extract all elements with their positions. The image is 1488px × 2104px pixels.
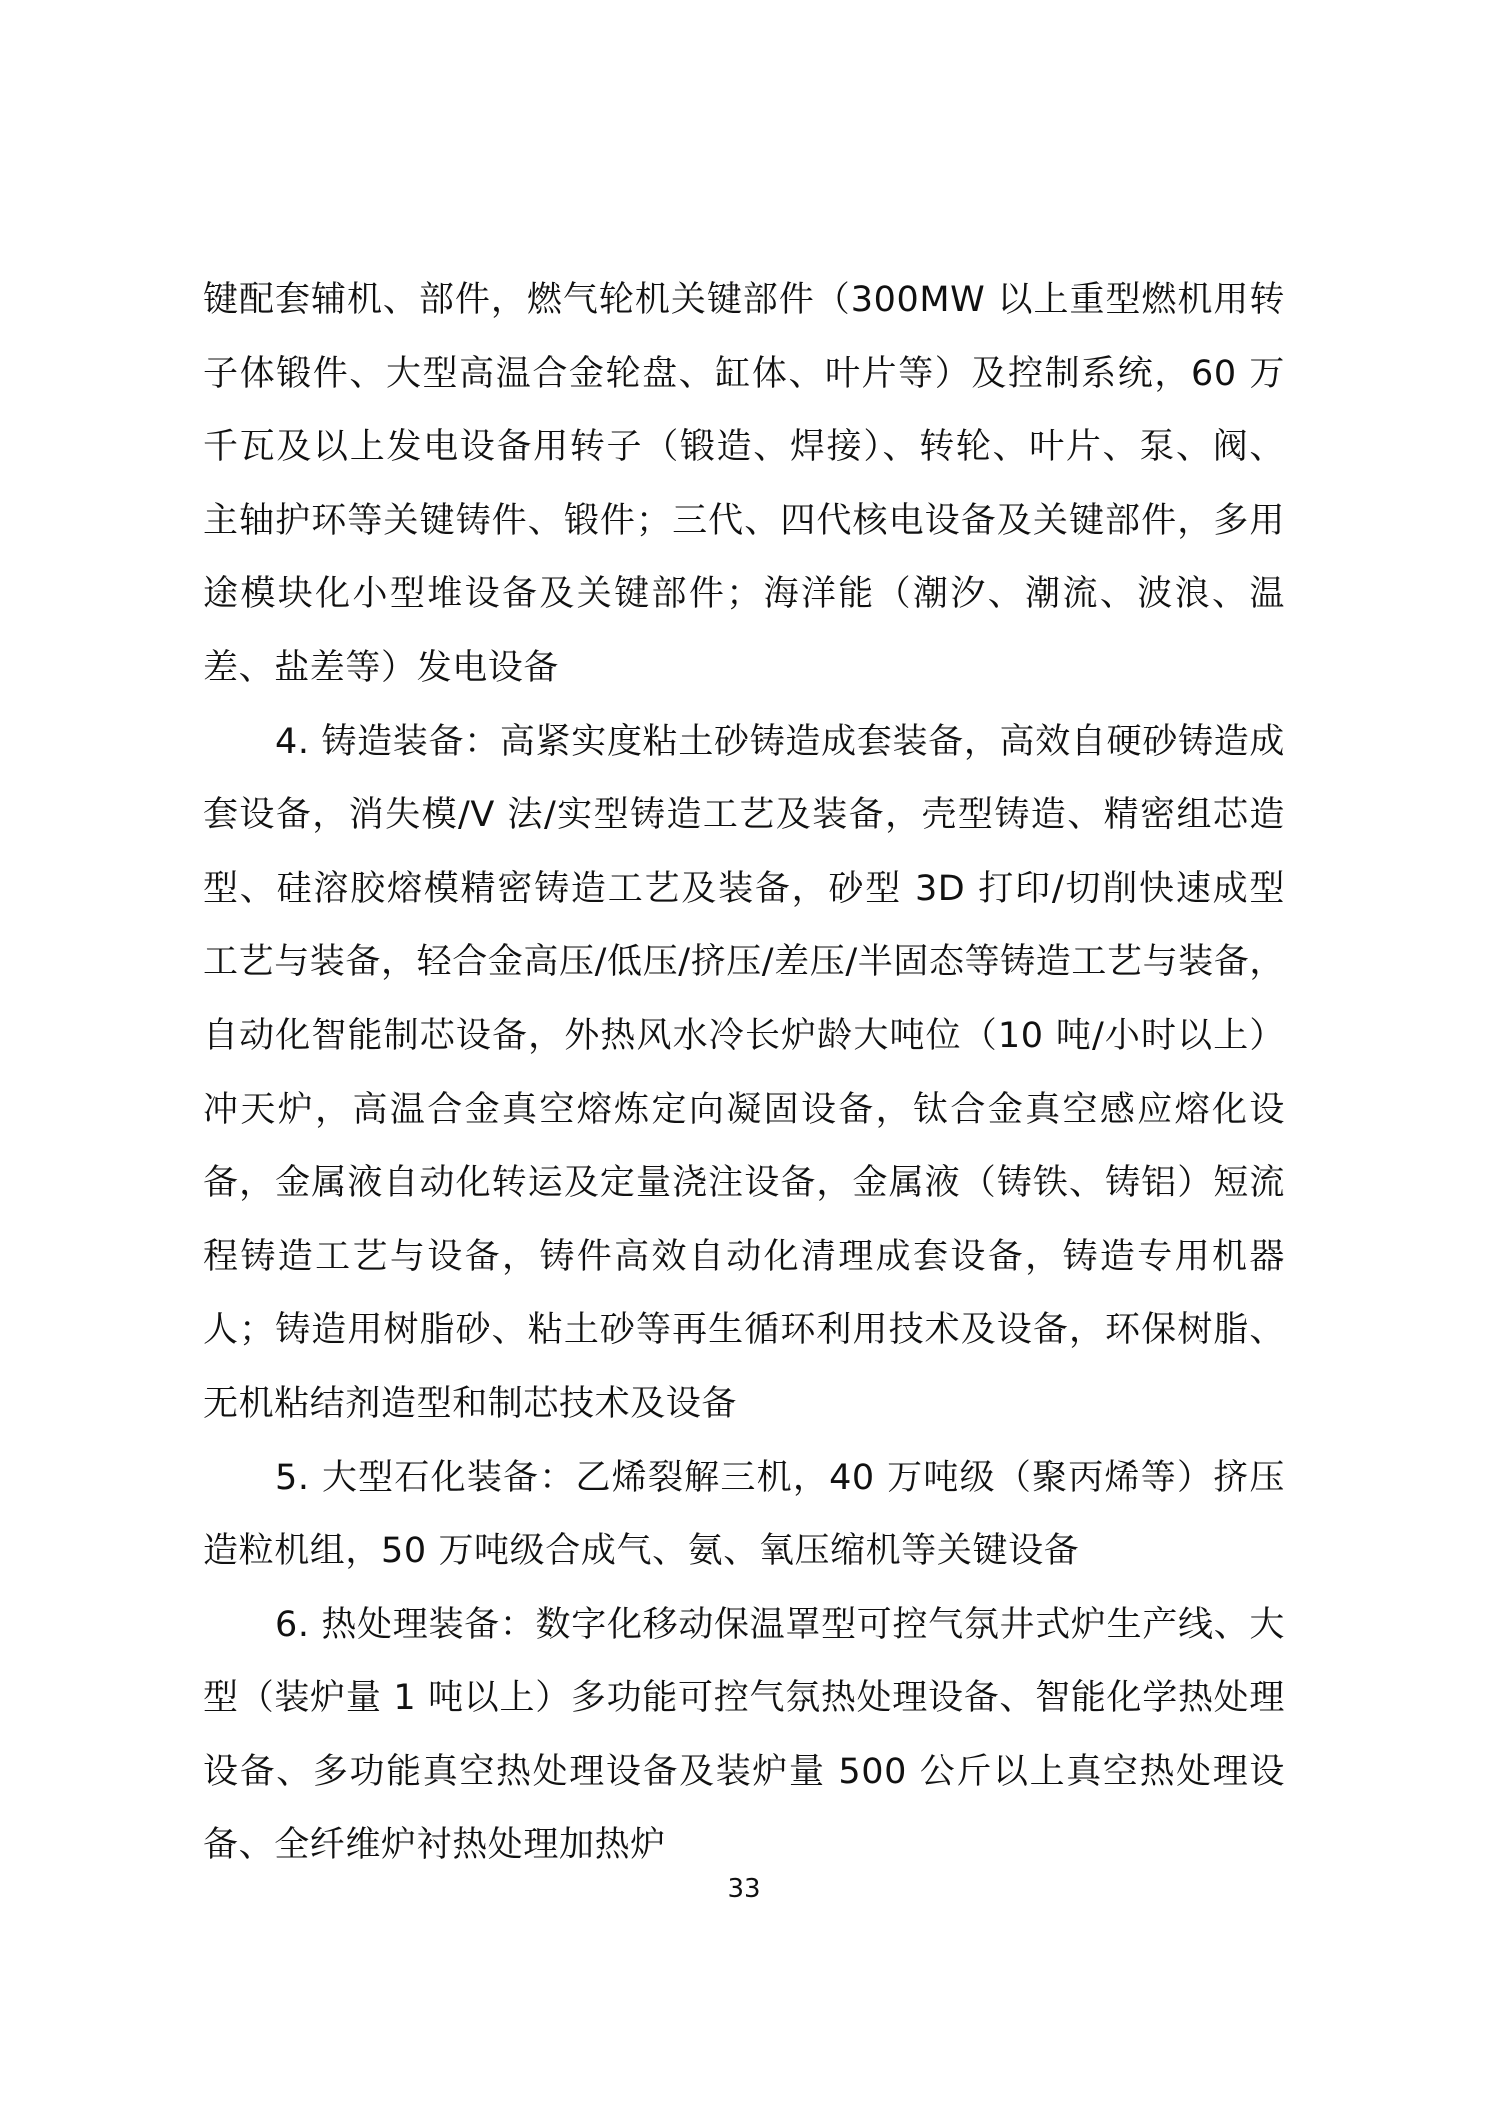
paragraph-continuation: 键配套辅机、部件，燃气轮机关键部件（300MW 以上重型燃机用转子体锻件、大型高温合金轮盘、缸体、叶片等）及控制系统，60 万千瓦及以上发电设备用转子（锻造、焊接）、转轮、叶片、泵、阀、主轴护环等关键铸件、锻件；三代、四代核电设备及关键部件，多用途模块化小型堆设备及关键部件；海洋能（潮汐、潮流、波浪、温差、盐差等）发电设备 bbox=[203, 280, 1285, 688]
page-number: 33 bbox=[727, 1874, 761, 1904]
paragraph-heat-treatment-equipment: 6. 热处理装备：数字化移动保温罩型可控气氛井式炉生产线、大型（装炉量 1 吨以上）多功能可控气氛热处理设备、智能化学热处理设备、多功能真空热处理设备及装炉量 500 公斤以上真空热处理设备、全纤维炉衬热处理加热炉 bbox=[203, 1604, 1285, 1866]
body-text bbox=[203, 264, 1285, 1883]
paragraph-petrochemical-equipment: 5. 大型石化装备：乙烯裂解三机，40 万吨级（聚丙烯等）挤压造粒机组，50 万吨级合成气、氨、氧压缩机等关键设备 bbox=[203, 1457, 1285, 1572]
paragraph-casting-equipment: 4. 铸造装备：高紧实度粘土砂铸造成套装备，高效自硬砂铸造成套设备，消失模/V 法/实型铸造工艺及装备，壳型铸造、精密组芯造型、硅溶胶熔模精密铸造工艺及装备，砂型 3D 打印/切削快速成型工艺与装备，轻合金高压/低压/挤压/差压/半固态等铸造工艺与装备，自动化智能制芯设备，外热风水冷长炉龄大吨位（10 吨/小时以上）冲天炉，高温合金真空熔炼定向凝固设备，钛合金真空感应熔化设备，金属液自动化转运及定量浇注设备，金属液（铸铁、铸铝）短流程铸造工艺与设备，铸件高效自动化清理成套设备，铸造专用机器人；铸造用树脂砂、粘土砂等再生循环利用技术及设备，环保树脂、无机粘结剂造型和制芯技术及设备 bbox=[203, 721, 1285, 1424]
